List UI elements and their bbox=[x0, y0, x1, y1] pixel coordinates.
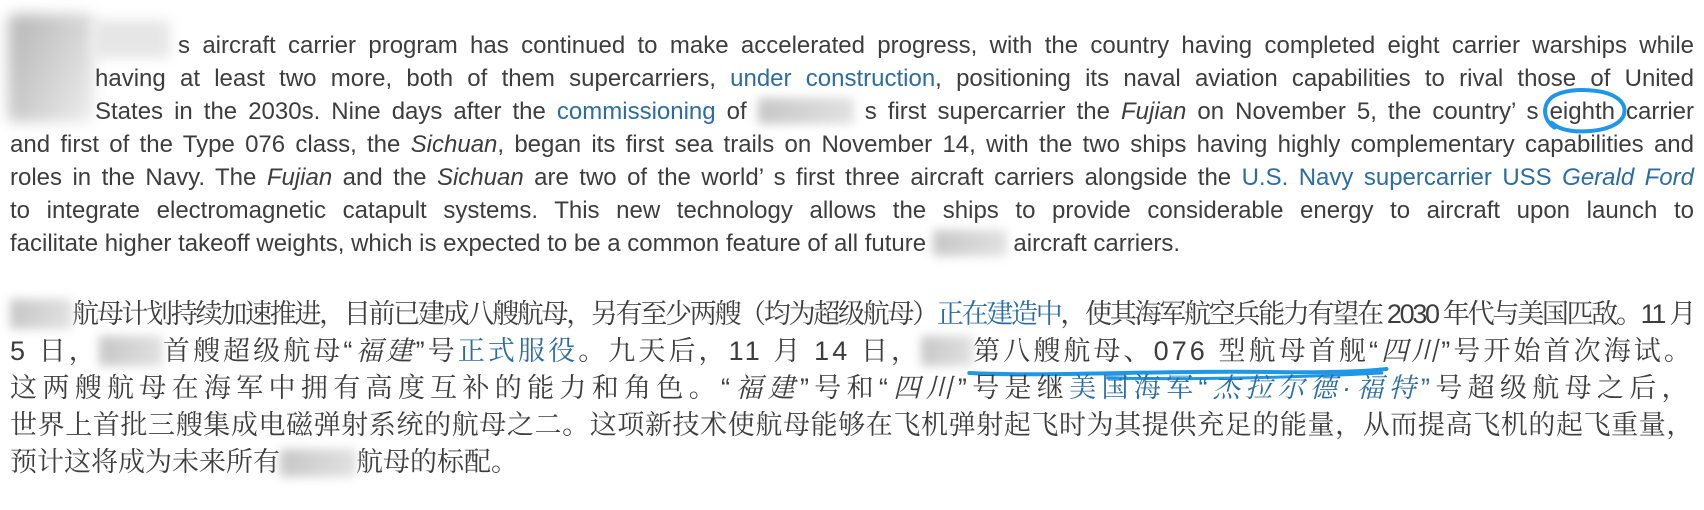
text-run: ”号和“ bbox=[799, 373, 894, 403]
italic-text: Sichuan bbox=[436, 164, 524, 191]
link-uss-gerald-ford[interactable]: U.S. Navy supercarrier USS bbox=[1241, 164, 1563, 191]
link-commissioned-zh[interactable]: 正式服役 bbox=[457, 336, 579, 366]
text-run: 航母的标配。 bbox=[356, 447, 518, 477]
text-line bbox=[10, 333, 1694, 370]
text-run: 5 日， bbox=[10, 336, 99, 366]
redacted-country-name bbox=[758, 98, 854, 124]
text-line bbox=[10, 227, 1694, 260]
italic-text: Fujian bbox=[266, 164, 333, 191]
line-content bbox=[10, 333, 1694, 370]
text-run: and the bbox=[332, 164, 437, 191]
line-content bbox=[95, 95, 1694, 128]
italic-text: 福建 bbox=[735, 373, 800, 403]
text-run: roles in the Navy. The bbox=[10, 164, 267, 191]
text-run: ”号 bbox=[415, 336, 458, 366]
text-line bbox=[10, 29, 1694, 62]
text-line bbox=[10, 407, 1694, 444]
circled-word-eighth: eighth bbox=[1550, 95, 1615, 128]
text-run: “ bbox=[1368, 336, 1382, 366]
redacted-country-name bbox=[10, 299, 72, 329]
line-content bbox=[178, 29, 1694, 62]
text-line bbox=[10, 128, 1694, 161]
text-line bbox=[10, 194, 1694, 227]
link-under-construction-zh[interactable]: 正在建造中 bbox=[936, 299, 1061, 329]
text-run: ，使其海军航空兵能力有望在 2030 年代与美国匹敌。11 月 bbox=[1060, 299, 1695, 329]
text-run: 世界上首批三艘集成电磁弹射系统的航母之二。这项新技术使航母能够在飞机弹射起飞时为其提供充足的能量，从而提高飞机的起飞重量， bbox=[10, 410, 1694, 440]
text-run: 这两艘航母在海军中拥有高度互补的能力和角色。“ bbox=[10, 373, 736, 403]
text-line bbox=[10, 296, 1694, 333]
line-content bbox=[10, 407, 1694, 444]
link-us-navy-gerald-ford-zh[interactable]: 杰拉尔德·福特 bbox=[1212, 373, 1421, 403]
link-us-navy-gerald-ford-zh[interactable]: ” bbox=[1421, 373, 1436, 403]
redacted-country-name bbox=[99, 336, 163, 366]
text-run: of bbox=[715, 98, 758, 125]
text-run: ”号开始首次海试。 bbox=[1441, 336, 1694, 366]
link-us-navy-gerald-ford-zh[interactable]: 美国海军“ bbox=[1069, 373, 1213, 403]
text-run: having at least two more, both of them supercarriers, bbox=[95, 65, 731, 92]
text-line bbox=[10, 370, 1694, 407]
italic-text: 四川 bbox=[1381, 336, 1442, 366]
text-run: 航母计划持续加速推进，目前已建成八艘航母，另有至少两艘（均为超级航母） bbox=[72, 299, 937, 329]
line-content bbox=[10, 370, 1694, 407]
text-run: 预计这将成为未来所有 bbox=[10, 447, 280, 477]
text-line bbox=[10, 444, 1694, 481]
text-run: , began its first sea trails on November 14, with the two ships having highly complementary capabilities and bbox=[497, 131, 1694, 158]
line-content bbox=[95, 62, 1694, 95]
text-run: States in the 2030s. Nine days after the bbox=[95, 98, 557, 125]
text-line bbox=[10, 62, 1694, 95]
link-uss-gerald-ford[interactable]: Gerald Ford bbox=[1562, 164, 1694, 191]
text-run: 号超级航母之后， bbox=[1435, 373, 1694, 403]
text-line bbox=[10, 95, 1694, 128]
redacted-word bbox=[280, 449, 356, 477]
line-content bbox=[10, 161, 1694, 194]
italic-text: Fujian bbox=[1120, 98, 1187, 125]
text-run: are two of the world’ s first three aircraft carriers alongside the bbox=[523, 164, 1242, 191]
text-run: 。九天后，11 月 14 日， bbox=[578, 336, 922, 366]
text-run: facilitate higher takeoff weights, which is expected to be a common feature of all future bbox=[10, 230, 933, 257]
line-content bbox=[10, 227, 1180, 260]
redacted-country-name bbox=[921, 336, 973, 366]
line-content bbox=[10, 128, 1694, 161]
text-run: on November 5, the country’ s bbox=[1186, 98, 1550, 125]
text-run: ”号是继 bbox=[957, 373, 1070, 403]
line-content bbox=[10, 296, 1694, 333]
text-line bbox=[10, 161, 1694, 194]
chinese-paragraph bbox=[0, 296, 1704, 481]
line-content bbox=[10, 194, 1694, 227]
link-commissioning[interactable]: commissioning bbox=[556, 98, 716, 125]
text-run: 首艘超级航母“ bbox=[162, 336, 356, 366]
italic-text: 福建 bbox=[355, 336, 416, 366]
text-run: aircraft carriers. bbox=[1006, 230, 1181, 257]
text-run: and first of the Type 076 class, the bbox=[10, 131, 411, 158]
line-content bbox=[10, 444, 518, 481]
text-run: s first supercarrier the bbox=[853, 98, 1121, 125]
text-run: s aircraft carrier program has continued to make accelerated progress, with the country having completed eight carrier warships while bbox=[178, 32, 1694, 59]
text-run: , positioning its naval aviation capabilities to rival those of United bbox=[935, 65, 1694, 92]
text-run: to integrate electromagnetic catapult systems. This new technology allows the ships to provide considerable energy to aircraft upon launch to bbox=[10, 197, 1694, 224]
italic-text: 四川 bbox=[893, 373, 958, 403]
italic-text: Sichuan bbox=[410, 131, 498, 158]
link-under-construction[interactable]: under construction bbox=[730, 65, 936, 92]
redacted-word bbox=[933, 230, 1007, 256]
text-run: carrier bbox=[1614, 98, 1694, 125]
underlined-phrase-eighth-carrier: 第八艘航母、076 型航母首舰 bbox=[973, 333, 1369, 370]
